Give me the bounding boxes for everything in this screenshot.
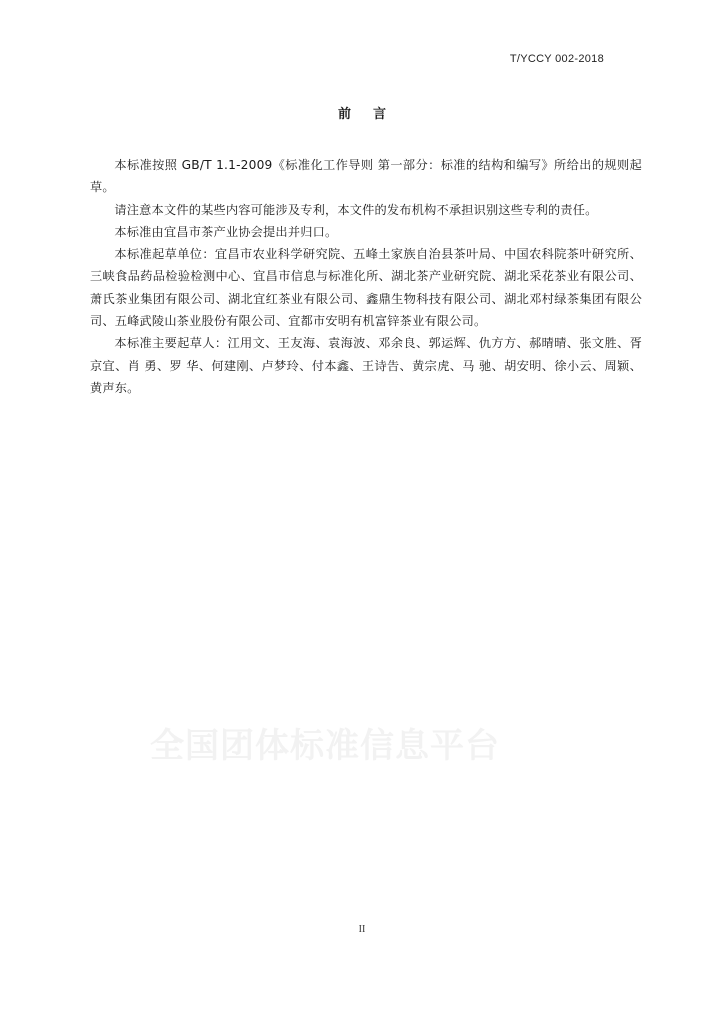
page-title: 前言 [337,107,408,122]
page-number: II [358,924,366,935]
paragraph-proposer: 本标准由宜昌市茶产业协会提出并归口。 [114,224,338,239]
paragraph-drafters: 本标准主要起草人：江用文、王友海、袁海波、邓余良、郭运辉、仇方方、郝晴晴、张文胜、胥京宜、肖 勇、罗 华、何建刚、卢梦玲、付本鑫、王诗告、黄宗虎、马 驰、胡安明、徐小云、周颖、黄声东。 [90,336,642,395]
paragraph-patent-notice: 请注意本文件的某些内容可能涉及专利，本文件的发布机构不承担识别这些专利的责任。 [114,202,598,217]
paragraph-drafting-units: 本标准起草单位：宜昌市农业科学研究院、五峰土家族自治县茶叶局、中国农科院茶叶研究所、三峡食品药品检验检测中心、宜昌市信息与标准化所、湖北茶产业研究院、湖北采花茶业有限公司、萧氏茶业集团有限公司、湖北宜红茶业有限公司、鑫鼎生物科技有限公司、湖北邓村绿茶集团有限公司、五峰武陵山茶业股份有限公司、宜都市安明有机富锌茶业有限公司。 [90,247,642,329]
watermark: 全国团体标准信息平台 [150,726,500,766]
foreword-body [90,154,642,399]
paragraph-drafting-rules: 本标准按照 GB/T 1.1-2009《标准化工作导则 第一部分：标准的结构和编写》所给出的规则起草。 [90,158,642,195]
standard-code: T/YCCY 002-2018 [509,53,604,65]
